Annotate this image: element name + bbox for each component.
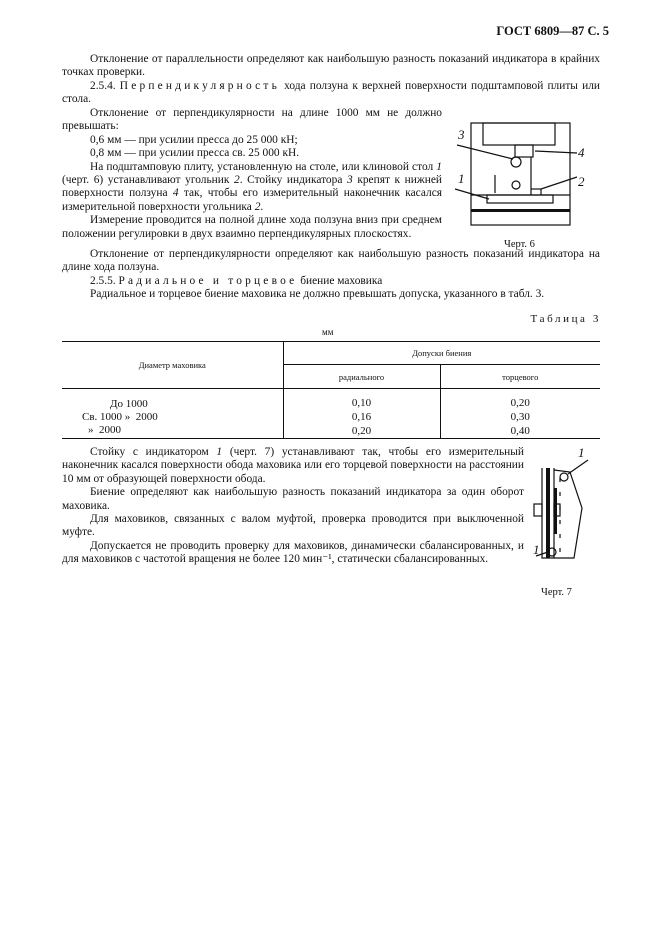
body-text-left-column xyxy=(62,107,442,241)
header-tolerance: Допуски биения xyxy=(283,342,600,365)
table-row xyxy=(62,389,600,411)
text-run: так, чтобы его измерительный наконечник касался измерительной поверхности угольника xyxy=(62,187,442,213)
header-face: торцевого xyxy=(440,365,600,389)
ref-number: 3 xyxy=(347,174,353,187)
fig6-label-2: 2 xyxy=(578,174,585,189)
text-run: На подштамповую плиту, установленную на столе, или клиновой стол xyxy=(90,160,437,173)
header-radial: радиального xyxy=(283,365,440,389)
body-text-middle xyxy=(62,248,600,302)
text-run: (черт. 6) устанавливают угольник xyxy=(62,174,234,187)
ref-number: 1 xyxy=(216,446,223,458)
section-title-spaced: Радиальное и торцевое xyxy=(118,274,298,287)
table-caption: Таблица 3 xyxy=(530,313,601,325)
paragraph-exemption: Допускается не проводить проверку для маховиков, динамически сбалансированных, и для маховиков с частотой вращения не более 120 мин⁻¹, статически сбалансированных. xyxy=(62,539,524,566)
fig6-label-3: 3 xyxy=(458,127,465,142)
ref-number: 2 xyxy=(233,174,240,187)
cell-radial: 0,10 xyxy=(283,389,440,411)
table-row xyxy=(62,424,600,439)
paragraph-tol-1: 0,6 мм — при усилии пресса до 25 000 кН; xyxy=(90,133,298,146)
cell-diameter: До 1000 xyxy=(62,389,283,411)
ref-number: 4 xyxy=(172,187,179,200)
ref-number: 1 xyxy=(436,160,442,173)
fig7-label-bottom: 1 xyxy=(533,542,540,557)
body-text-top xyxy=(62,53,600,107)
table-unit: мм xyxy=(322,327,334,337)
paragraph-measurement: Измерение проводится на полной длине хода ползуна вниз при среднем положении регулировки в двух взаимно перпендикулярных плоскостях. xyxy=(62,214,442,240)
page-header: ГОСТ 6809—87 С. 5 xyxy=(496,24,609,38)
paragraph-2-5-4 xyxy=(62,80,600,107)
header-diameter: Диаметр маховика xyxy=(62,342,283,389)
paragraph-tolerance: Отклонение от перпендикулярности на длине 1000 мм не должно превышать: xyxy=(62,107,442,133)
text-run: (черт. 7) устанавливают так, чтобы его измерительный наконечник касался поверхности обода маховика или его торцевой поверхности на расстоянии 10 мм от образующей поверхности обода. xyxy=(62,446,524,485)
cell-diameter: Св. 1000 » 2000 xyxy=(62,410,283,424)
paragraph-deviation: Отклонение от перпендикулярности определяют как наибольшую разность показаний индикатора на длине хода ползуна. xyxy=(62,248,600,274)
paragraph-2-5-5 xyxy=(62,275,600,288)
fig6-label-1: 1 xyxy=(458,171,465,186)
text-run: крепят к нижней поверхности ползуна xyxy=(62,174,442,200)
fig7-label-top: 1 xyxy=(578,445,585,460)
paragraph-indicator xyxy=(62,446,524,486)
section-title-rest: хода ползуна к верхней поверхности подштамповой плиты или стола. xyxy=(62,79,600,106)
text-run: Стойку с индикатором xyxy=(90,446,217,458)
fig6-label-4: 4 xyxy=(578,145,585,160)
cell-radial: 0,20 xyxy=(283,424,440,439)
section-number: 2.5.5. xyxy=(90,274,116,287)
figure-6-drawing xyxy=(455,115,585,245)
section-title-spaced: Перпендикулярность xyxy=(119,79,280,92)
paragraph-clutch: Для маховиков, связанных с валом муфтой, проверка проводится при выключенной муфте. xyxy=(62,513,524,539)
section-number: 2.5.4. xyxy=(90,79,116,92)
text-run: . xyxy=(260,200,264,213)
cell-radial: 0,16 xyxy=(283,410,440,424)
cell-face: 0,30 xyxy=(510,411,530,423)
ref-number: 2 xyxy=(254,200,261,213)
table-row xyxy=(62,410,600,424)
paragraph-setup xyxy=(62,161,442,215)
text-run: . Стойку индикатора xyxy=(239,174,347,187)
fig6-caption: Черт. 6 xyxy=(504,239,535,250)
paragraph-parallelism: Отклонение от параллельности определяют как наибольшую разность показаний индикатора в крайних точках проверки. xyxy=(62,53,600,79)
paragraph-runout-definition: Биение определяют как наибольшую разность показаний индикатора за один оборот маховика. xyxy=(62,486,524,512)
paragraph-tol-2: 0,8 мм — при усилии пресса св. 25 000 кН. xyxy=(90,147,300,160)
body-text-bottom xyxy=(62,446,524,567)
fig7-caption: Черт. 7 xyxy=(541,587,572,598)
tolerance-table xyxy=(62,341,600,439)
section-title-rest: биение маховика xyxy=(297,274,383,287)
cell-diameter: » 2000 xyxy=(62,424,283,439)
cell-face: 0,20 xyxy=(510,397,530,409)
figure-7-drawing xyxy=(530,445,600,578)
paragraph-runout: Радиальное и торцевое биение маховика не должно превышать допуска, указанного в табл. 3. xyxy=(90,288,545,301)
cell-face: 0,40 xyxy=(440,424,600,439)
